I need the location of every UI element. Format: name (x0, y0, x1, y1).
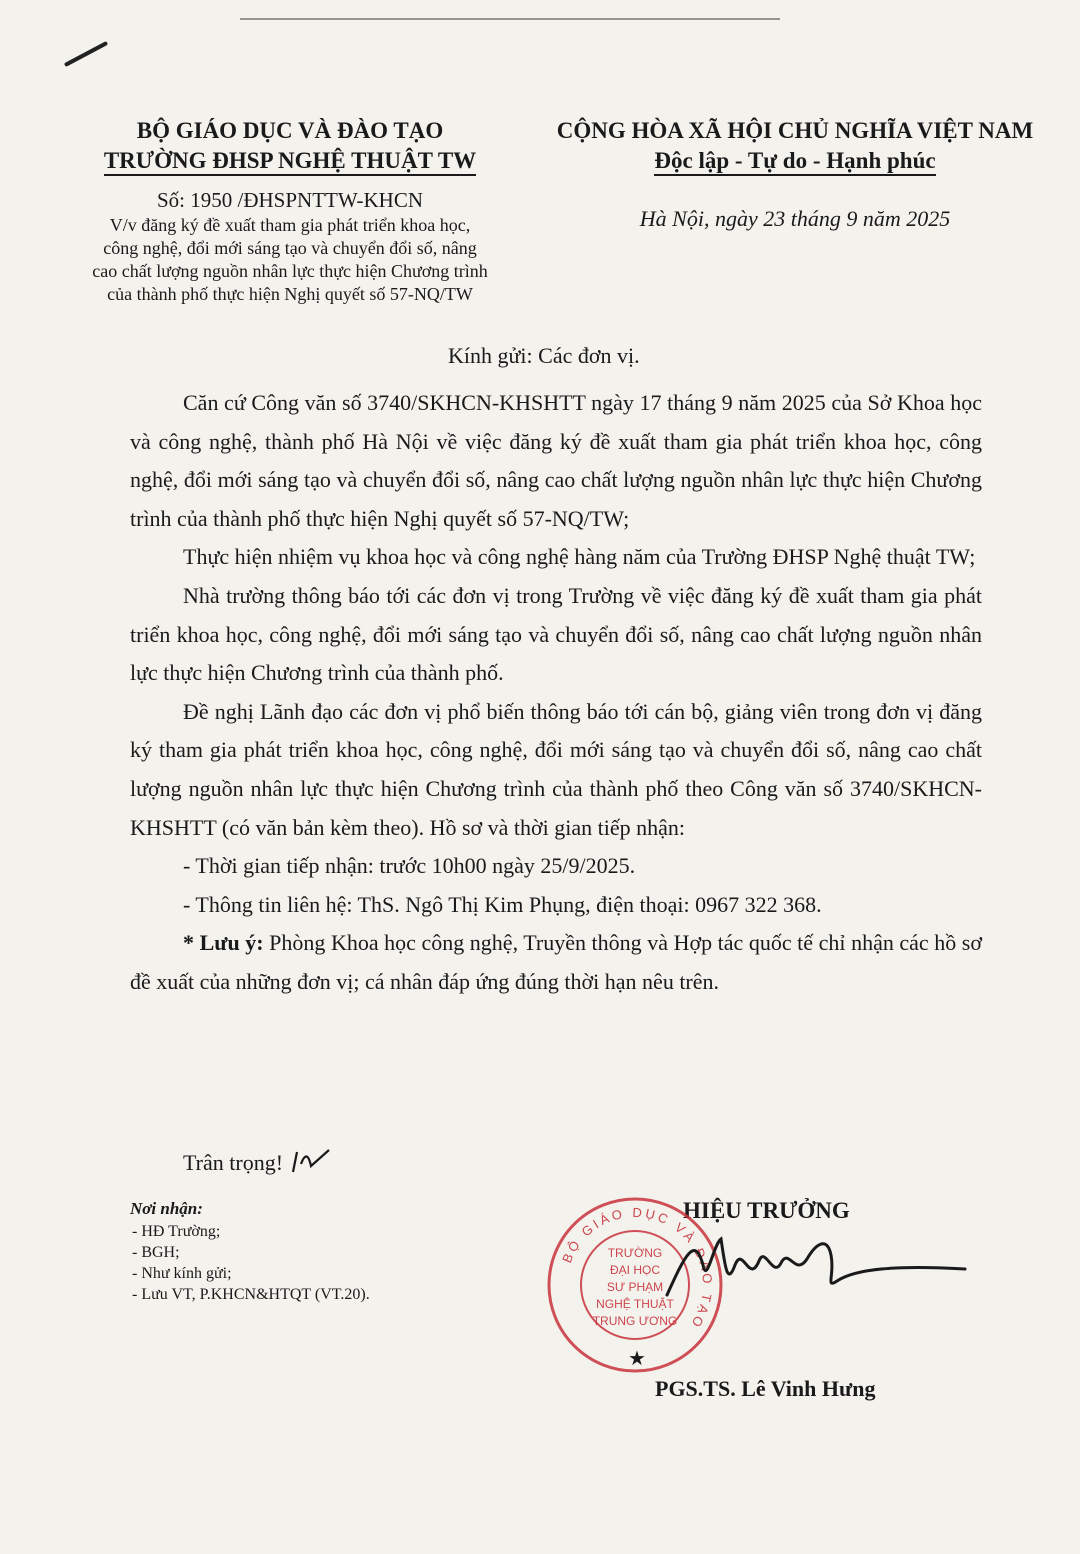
paragraph-task: Thực hiện nhiệm vụ khoa học và công nghệ hàng năm của Trường ĐHSP Nghệ thuật TW; (183, 544, 976, 570)
paragraph-request: Đề nghị Lãnh đạo các đơn vị phổ biến thông báo tới cán bộ, giảng viên trong đơn vị đăng ký tham gia phát triển khoa học, công nghệ, đổi mới sáng tạo và chuyển đổi số, nâng cao chất lượng nguồn nhân lực thực hiện Chương trình của thành phố theo Công văn số 3740/SKHCN-KHSHTT (có văn bản kèm theo). Hồ sơ và thời gian tiếp nhận: (130, 698, 982, 840)
subject-line-2: công nghệ, đổi mới sáng tạo và chuyển đổi số, nâng (103, 238, 477, 258)
paragraph-basis: Căn cứ Công văn số 3740/SKHCN-KHSHTT ngày 17 tháng 9 năm 2025 của Sở Khoa học và công nghệ, thành phố Hà Nội về việc đăng ký đề xuất tham gia phát triển khoa học, công nghệ, đổi mới sáng tạo và chuyển đổi số, nâng cao chất lượng nguồn nhân lực thực hiện Chương trình của thành phố thực hiện Nghị quyết số 57-NQ/TW; (130, 390, 982, 531)
paragraph-note (130, 924, 982, 1001)
stamp-line: SƯ PHẠM (606, 1280, 664, 1294)
signer-name: PGS.TS. Lê Vinh Hưng (655, 1376, 876, 1401)
ministry-name: BỘ GIÁO DỤC VÀ ĐÀO TẠO (136, 118, 444, 143)
stamp-ring-text: BỘ GIÁO DỤC VÀ ĐÀO TẠO (559, 1204, 716, 1333)
initial-mark-icon (289, 1144, 333, 1176)
country-name: CỘNG HÒA XÃ HỘI CHỦ NGHĨA VIỆT NAM (556, 118, 1034, 143)
handwritten-signature (655, 1225, 975, 1315)
recipients-title: Nơi nhận: (130, 1199, 203, 1218)
list-item-contact: - Thông tin liên hệ: ThS. Ngô Thị Kim Phụng, điện thoại: 0967 322 368. (183, 891, 822, 917)
stamp-line: NGHỆ THUẬT (596, 1297, 674, 1311)
closing-line (183, 1144, 333, 1176)
subject-line-1: V/v đăng ký đề xuất tham gia phát triển khoa học, (109, 215, 471, 235)
note-text: Phòng Khoa học công nghệ, Truyền thông và Hợp tác quốc tế chỉ nhận các hồ sơ đề xuất của những đơn vị; cá nhân đáp ứng đúng thời hạn nêu trên. (130, 930, 983, 994)
note-label: * Lưu ý: (183, 930, 264, 956)
document-number: Số: 1950 /ĐHSPNTTW-KHCN (156, 188, 424, 212)
recipients-block (130, 1198, 370, 1305)
subject-line-4: của thành phố thực hiện Nghị quyết số 57-NQ/TW (107, 284, 473, 304)
recipient-line: Kính gửi: Các đơn vị. (448, 343, 640, 368)
school-name-text: TRƯỜNG ĐHSP NGHỆ THUẬT TW (104, 148, 476, 176)
top-rule (240, 18, 780, 20)
date-line: Hà Nội, ngày 23 tháng 9 năm 2025 (639, 206, 951, 231)
closing-text: Trân trọng! (183, 1150, 284, 1175)
subject-line-3: cao chất lượng nguồn nhân lực thực hiện Chương trình (92, 261, 488, 281)
issuer-header (60, 116, 520, 306)
stamp-line: TRƯỜNG (607, 1246, 663, 1260)
paragraph-notice: Nhà trường thông báo tới các đơn vị trong Trường về việc đăng ký đề xuất tham gia phát triển khoa học, công nghệ, đổi mới sáng tạo và chuyển đổi số, nâng cao chất lượng nguồn nhân lực thực hiện Chương trình của thành phố. (130, 582, 982, 686)
signer-title: HIỆU TRƯỞNG (683, 1198, 850, 1223)
recipient-item: - Lưu VT, P.KHCN&HTQT (VT.20). (132, 1286, 370, 1303)
stamp-line: ĐẠI HỌC (609, 1263, 661, 1277)
school-name (60, 146, 520, 176)
recipient-item: - BGH; (132, 1244, 180, 1261)
pen-mark (64, 41, 108, 67)
motto (535, 146, 1055, 176)
stamp-line: TRUNG ƯƠNG (592, 1314, 678, 1328)
national-header (535, 116, 1055, 232)
stamp-star-icon: ★ (628, 1348, 646, 1370)
list-item-deadline: - Thời gian tiếp nhận: trước 10h00 ngày 25/9/2025. (183, 853, 636, 879)
motto-text: Độc lập - Tự do - Hạnh phúc (654, 148, 935, 176)
recipient-item: - Như kính gửi; (132, 1265, 232, 1282)
letter-body (130, 384, 982, 1002)
recipient-item: - HĐ Trường; (132, 1223, 221, 1240)
signature-icon (655, 1225, 975, 1315)
